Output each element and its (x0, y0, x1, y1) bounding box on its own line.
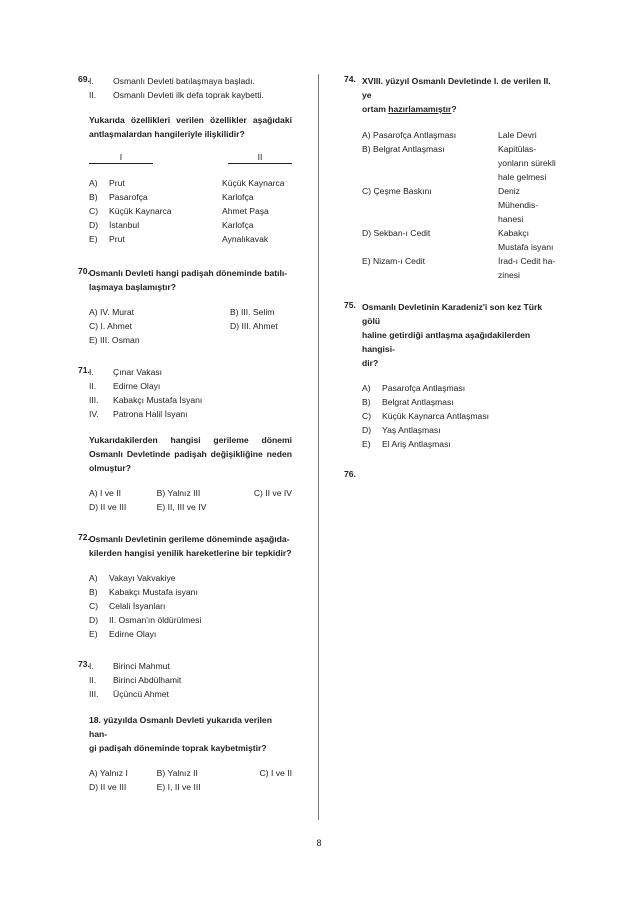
question-stem: Yukarıda özellikleri verilen özellikler aşağıdaki antlaşmalardan hangileriyle ilişkilidir? (89, 115, 292, 139)
answer-option[interactable]: A) Pasarofça Antlaşması (362, 383, 466, 393)
table-row: yonların sürekli (498, 158, 556, 168)
question-71 (78, 365, 292, 514)
right-column (344, 74, 562, 479)
question-stem: Yukarıdakilerden hangisi gerileme dönemi Osmanlı Devletinde padişah değişikliğine neden olmuştur? (89, 435, 292, 473)
answer-option[interactable]: A) IV. Murat (89, 307, 135, 317)
emphasized-word: hazırlamamıştır (388, 104, 452, 114)
table-row: C) Çeşme Baskını Deniz (362, 186, 520, 196)
answer-option[interactable]: A) Yalnız I (89, 768, 128, 778)
question-72 (78, 532, 292, 641)
statement-row: I. Osmanlı Devleti batılaşmaya başladı. (89, 76, 255, 86)
question-74 (344, 74, 562, 282)
answer-option[interactable]: E) II, III ve IV (156, 502, 207, 512)
table-row: Mustafa isyanı (498, 242, 554, 252)
statement-row: I. Birinci Mahmut (89, 661, 170, 671)
statement-row: II. Osmanlı Devleti ilk defa toprak kaybetti. (89, 90, 264, 100)
table-row: D) Sekban-ı Cedit Kabakçı (362, 228, 530, 238)
column-header-ii: II (228, 151, 292, 164)
statement-row: II. Birinci Abdülhamit (89, 675, 182, 685)
column-headers (89, 151, 292, 164)
page-number: 8 (316, 838, 322, 848)
column-header-i: I (89, 151, 153, 164)
answer-option[interactable]: C) II ve IV (253, 488, 293, 498)
question-number: 71. (78, 365, 90, 375)
question-number: 70. (78, 266, 90, 276)
question-stem: Osmanlı Devleti hangi padişah döneminde batılı- laşmaya başlamıştır? (89, 268, 288, 292)
answer-option[interactable]: B) Kabakçı Mustafa isyanı (89, 587, 198, 597)
question-stem: XVIII. yüzyıl Osmanlı Devletinde I. de verilen II. ye ortam hazırlamamıştır? (362, 76, 551, 114)
statement-row: III. Kabakçı Mustafa İsyanı (89, 395, 203, 405)
left-column (78, 74, 292, 812)
question-number: 69. (78, 74, 90, 84)
column-divider (318, 74, 319, 820)
answer-option[interactable]: D) İstanbul Karlofça (89, 220, 254, 230)
answer-option[interactable]: E) I, II ve III (156, 782, 201, 792)
table-row: E) Nizam-ı Cedit İrad-ı Cedit ha- (362, 256, 556, 266)
answer-option[interactable]: C) I. Ahmet (89, 321, 132, 331)
statement-row: I. Çınar Vakası (89, 367, 163, 377)
table-row: B) Belgrat Antlaşması Kapitülas- (362, 144, 537, 154)
answer-option[interactable]: B) Yalnız III (156, 488, 201, 498)
statement-row: III. Üçüncü Ahmet (89, 689, 169, 699)
answer-option[interactable]: E) Edirne Olayı (89, 629, 157, 639)
answer-option[interactable]: C) I ve II (259, 768, 293, 778)
answer-option[interactable]: C) Küçük Kaynarca Ahmet Paşa (89, 206, 269, 216)
answer-option[interactable]: B) Pasarofça Karlofça (89, 192, 254, 202)
table-row: hanesi (498, 214, 524, 224)
question-69 (78, 74, 292, 246)
statement-row: II. Edirne Olayı (89, 381, 161, 391)
answer-option[interactable]: D) III. Ahmet (230, 321, 278, 331)
answer-option[interactable]: D) II ve III (89, 502, 127, 512)
question-number: 72. (78, 532, 90, 542)
question-75 (344, 300, 562, 451)
answer-option[interactable]: D) II ve III (89, 782, 127, 792)
question-number: 74. (344, 74, 356, 84)
answer-option[interactable]: D) Yaş Antlaşması (362, 425, 441, 435)
table-row: hale gelmesi (498, 172, 547, 182)
answer-option[interactable]: A) I ve II (89, 488, 121, 498)
answer-option[interactable]: A) Vakayı Vakvakiye (89, 573, 176, 583)
question-number: 76. (344, 469, 356, 479)
table-row: A) Pasarofça Antlaşması Lale Devri (362, 130, 537, 140)
answer-option[interactable]: B) III. Selim (230, 307, 275, 317)
question-stem: Osmanlı Devletinin Karadeniz'i son kez Türk gölü haline getirdiği antlaşma aşağıdakilerden hangisi- dir? (362, 302, 543, 368)
answer-option[interactable]: B) Yalnız II (156, 768, 198, 778)
question-73 (78, 659, 292, 794)
answer-option[interactable]: D) II. Osman'ın öldürülmesi (89, 615, 202, 625)
question-stem: Osmanlı Devletinin gerileme döneminde aşağıda- kilerden hangisi yenilik hareketlerine bir tepkidir? (89, 534, 292, 558)
answer-option[interactable]: C) Celali İsyanları (89, 601, 166, 611)
answer-option[interactable]: E) El Ariş Antlaşması (362, 439, 451, 449)
question-70 (78, 266, 292, 347)
answer-option[interactable]: E) Prut Aynalıkavak (89, 234, 269, 244)
answer-option[interactable]: E) III. Osman (89, 335, 140, 345)
question-number: 75. (344, 300, 356, 310)
answer-option[interactable]: C) Küçük Kaynarca Antlaşması (362, 411, 489, 421)
answer-option[interactable]: A) Prut Küçük Kaynarca (89, 178, 285, 188)
question-stem: 18. yüzyılda Osmanlı Devleti yukarıda verilen han- gi padişah döneminde toprak kaybetmiştir? (89, 715, 272, 753)
table-row: Mühendis- (498, 200, 539, 210)
statement-row: IV. Patrona Halil İsyanı (89, 409, 188, 419)
table-row: zinesi (498, 270, 520, 280)
answer-option[interactable]: B) Belgrat Antlaşması (362, 397, 454, 407)
question-number: 73. (78, 659, 90, 669)
